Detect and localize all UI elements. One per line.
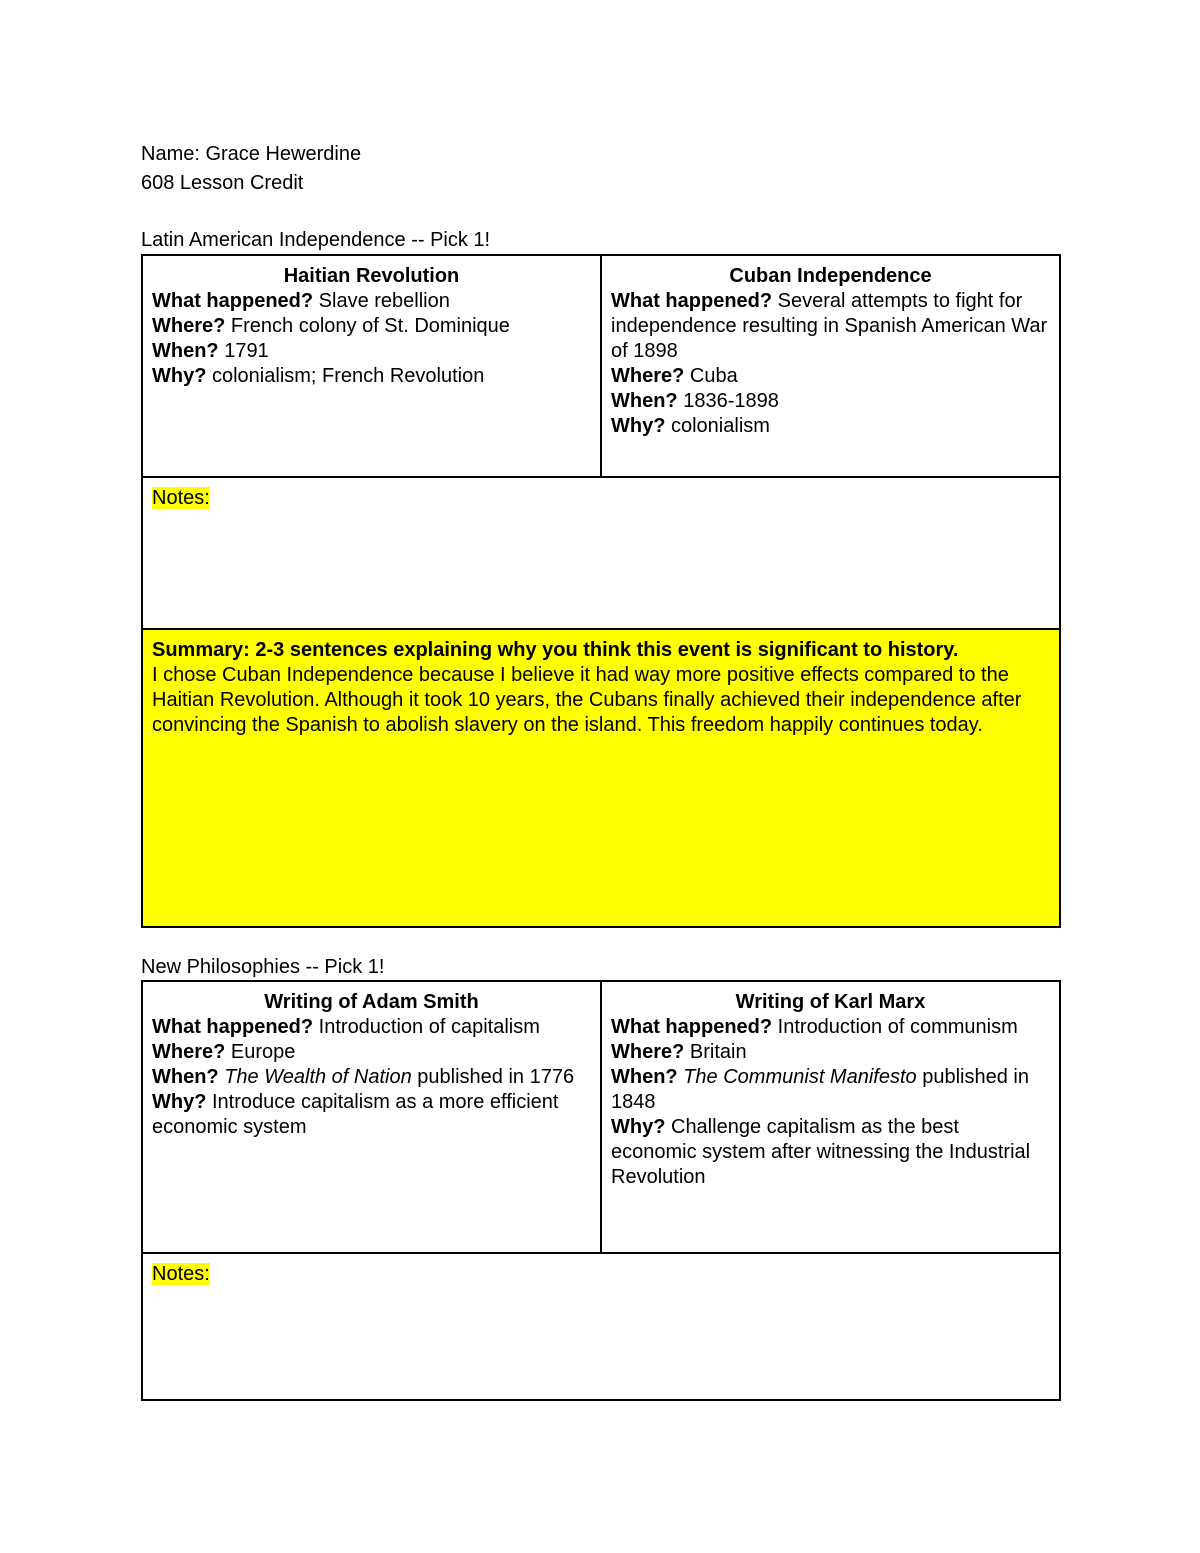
why-value: colonialism; French Revolution [206, 365, 485, 387]
where-row [152, 1040, 591, 1065]
where-label: Where? [611, 1041, 685, 1063]
why-row [611, 414, 1050, 439]
when-row [611, 389, 1050, 414]
where-label: Where? [152, 315, 226, 337]
what-happened-value: Introduction of capitalism [313, 1016, 540, 1038]
cell-heading: Writing of Adam Smith [264, 991, 479, 1013]
summary-cell [142, 629, 1060, 927]
where-value: Britain [684, 1041, 747, 1063]
why-row [611, 1115, 1050, 1190]
notes-label: Notes: [152, 487, 210, 509]
what-happened-row [152, 289, 591, 314]
when-value: published in 1776 [411, 1066, 575, 1088]
cell-heading: Haitian Revolution [283, 265, 460, 287]
when-row [611, 1065, 1050, 1115]
when-value: 1836-1898 [677, 390, 779, 412]
when-label: When? [611, 390, 678, 412]
what-happened-value: Introduction of communism [772, 1016, 1018, 1038]
what-happened-value: Slave rebellion [313, 290, 450, 312]
why-row [152, 364, 591, 389]
what-happened-label: What happened? [152, 1016, 314, 1038]
where-value: Europe [225, 1041, 296, 1063]
when-label: When? [611, 1066, 678, 1088]
why-value: Introduce capitalism as a more efficient economic system [152, 1091, 559, 1138]
what-happened-row [152, 1015, 591, 1040]
cell-heading: Writing of Karl Marx [735, 991, 926, 1013]
why-label: Why? [611, 1116, 666, 1138]
what-happened-label: What happened? [611, 1016, 773, 1038]
cell-heading: Cuban Independence [729, 265, 932, 287]
where-label: Where? [611, 365, 685, 387]
where-row [152, 314, 591, 339]
book-title: The Wealth of Nation [224, 1066, 412, 1088]
what-happened-row [611, 1015, 1050, 1040]
adam-smith-cell [142, 981, 601, 1253]
lesson-credit: 608 Lesson Credit [141, 172, 304, 194]
when-value: 1791 [218, 340, 269, 362]
when-value: published in 1848 [611, 1066, 1029, 1113]
why-value: colonialism [665, 415, 770, 437]
when-row [152, 339, 591, 364]
what-happened-label: What happened? [611, 290, 773, 312]
cuban-independence-cell [601, 255, 1060, 477]
where-value: French colony of St. Dominique [225, 315, 510, 337]
latin-american-independence-table [141, 254, 1061, 928]
where-row [611, 1040, 1050, 1065]
section-title-latin-american-independence: Latin American Independence -- Pick 1! [141, 229, 491, 251]
what-happened-label: What happened? [152, 290, 314, 312]
where-value: Cuba [684, 365, 738, 387]
where-row [611, 364, 1050, 389]
new-philosophies-table [141, 980, 1061, 1401]
why-value: Challenge capitalism as the best economic system after witnessing the Industrial Revolution [611, 1116, 1031, 1188]
summary-label: Summary: 2-3 sentences explaining why you think this event is significant to history. [152, 639, 959, 661]
notes-label: Notes: [152, 1263, 210, 1285]
student-name: Name: Grace Hewerdine [141, 143, 362, 165]
notes-cell [142, 477, 1060, 629]
why-label: Why? [152, 365, 207, 387]
notes-cell [142, 1253, 1060, 1400]
haitian-revolution-cell [142, 255, 601, 477]
when-row [152, 1065, 591, 1090]
karl-marx-cell [601, 981, 1060, 1253]
why-row [152, 1090, 591, 1140]
what-happened-value: Several attempts to fight for independence resulting in Spanish American War of 1898 [611, 290, 1048, 362]
summary-text: I chose Cuban Independence because I believe it had way more positive effects compared to the Haitian Revolution. Although it took 10 years, the Cubans finally achieved their independence after convincing the Spanish to abolish slavery on the island. This freedom happily continues today. [152, 664, 1022, 736]
where-label: Where? [152, 1041, 226, 1063]
section-title-new-philosophies: New Philosophies -- Pick 1! [141, 956, 385, 978]
book-title: The Communist Manifesto [683, 1066, 917, 1088]
when-label: When? [152, 1066, 219, 1088]
why-label: Why? [611, 415, 666, 437]
what-happened-row [611, 289, 1050, 364]
why-label: Why? [152, 1091, 207, 1113]
when-label: When? [152, 340, 219, 362]
